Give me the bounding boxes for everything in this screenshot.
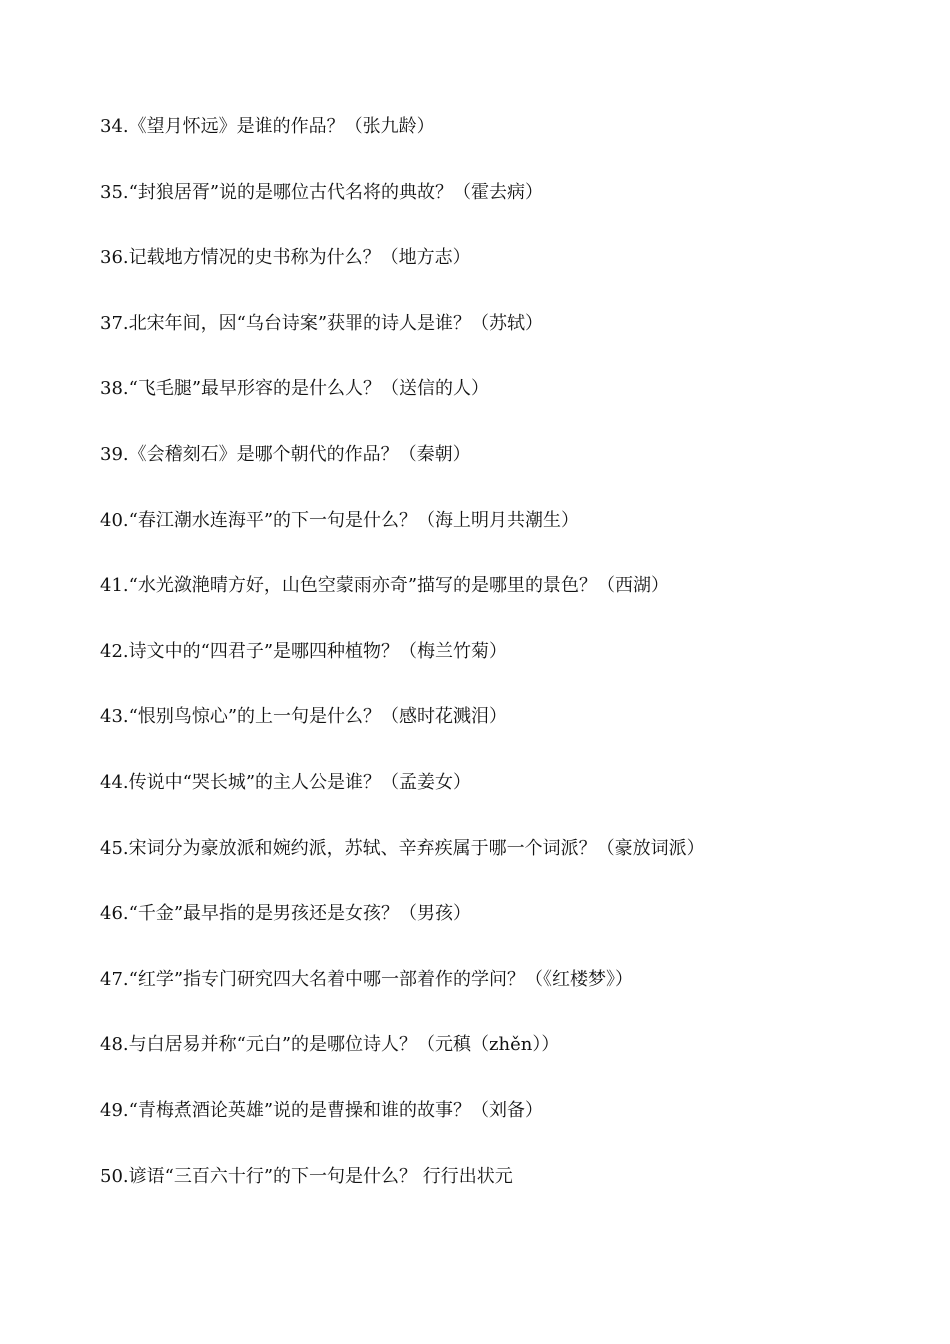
question-item: 47.“红学”指专门研究四大名着中哪一部着作的学问？（《红楼梦》） <box>100 968 634 990</box>
question-item: 41.“水光潋滟晴方好，山色空蒙雨亦奇”描写的是哪里的景色？（西湖） <box>100 575 670 597</box>
question-item: 40.“春江潮水连海平”的下一句是什么？（海上明月共潮生） <box>100 509 580 531</box>
question-item: 42.诗文中的“四君子”是哪四种植物？（梅兰竹菊） <box>100 640 508 662</box>
question-item: 43.“恨别鸟惊心”的上一句是什么？（感时花溅泪） <box>100 706 508 728</box>
question-item: 50.谚语“三百六十行”的下一句是什么？ 行行出状元 <box>100 1165 513 1187</box>
question-item: 34.《望月怀远》是谁的作品？（张九龄） <box>100 116 435 137</box>
question-item: 35.“封狼居胥”说的是哪位古代名将的典故？（霍去病） <box>100 181 544 203</box>
question-item: 48.与白居易并称“元白”的是哪位诗人？（元稹（zhěn）） <box>100 1034 560 1056</box>
question-item: 49.“青梅煮酒论英雄”说的是曹操和谁的故事？（刘备） <box>100 1099 544 1121</box>
question-item: 45.宋词分为豪放派和婉约派，苏轼、辛弃疾属于哪一个词派？（豪放词派） <box>100 837 705 859</box>
question-item: 44.传说中“哭长城”的主人公是谁？（孟姜女） <box>100 771 472 793</box>
question-item: 39.《会稽刻石》是哪个朝代的作品？（秦朝） <box>100 443 471 465</box>
question-item: 37.北宋年间，因“乌台诗案”获罪的诗人是谁？（苏轼） <box>100 312 544 334</box>
question-item: 38.“飞毛腿”最早形容的是什么人？（送信的人） <box>100 378 490 400</box>
question-item: 46.“千金”最早指的是男孩还是女孩？（男孩） <box>100 903 472 925</box>
question-item: 36.记载地方情况的史书称为什么？（地方志） <box>100 247 471 269</box>
question-list <box>100 113 920 1228</box>
